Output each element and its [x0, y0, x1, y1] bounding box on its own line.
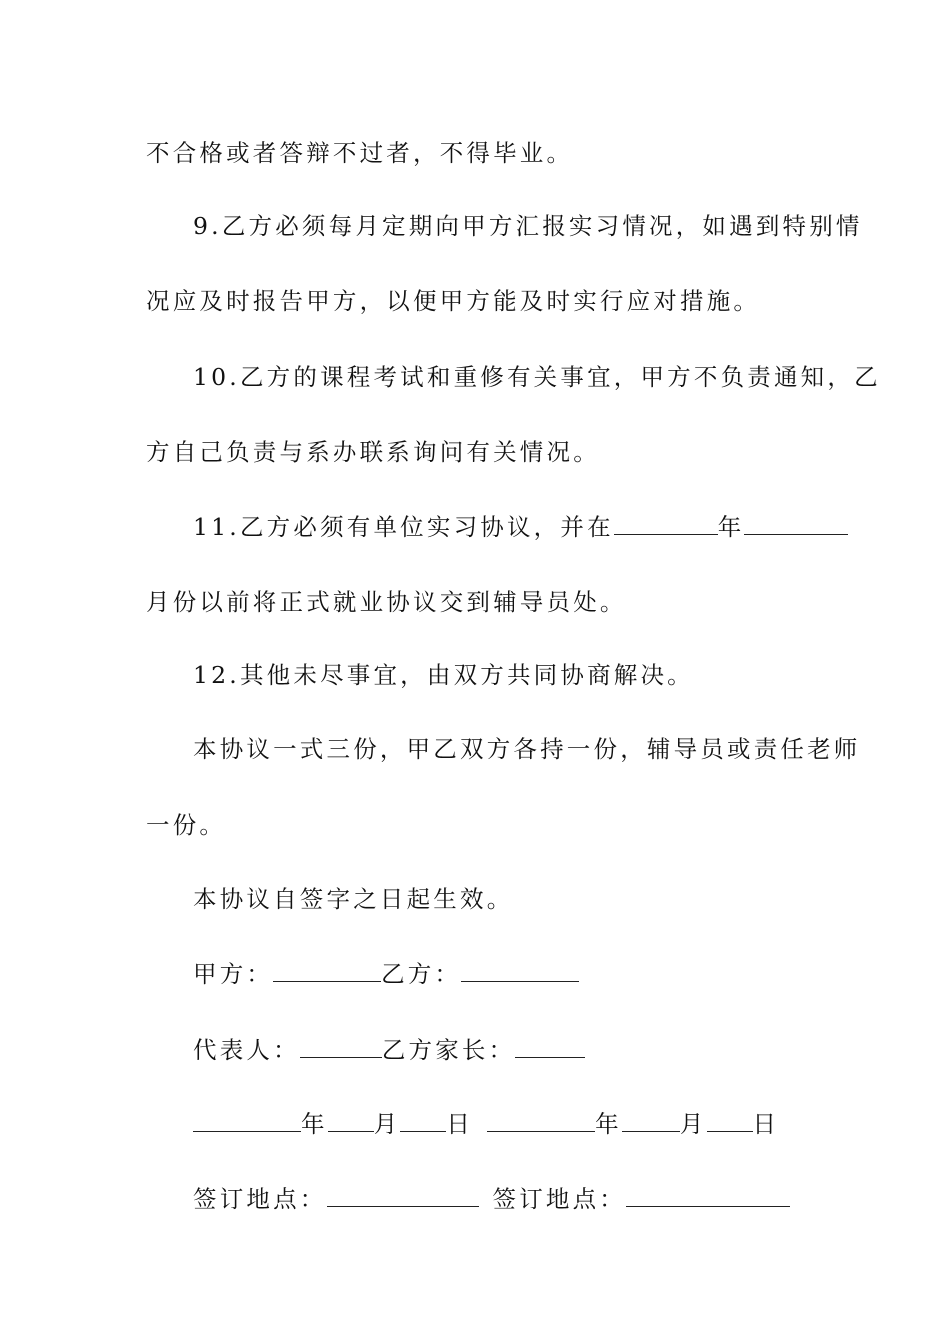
representatives-line [193, 1035, 811, 1065]
representative-label: 代表人： [193, 1036, 300, 1064]
party-b-label: 乙方： [381, 960, 462, 988]
date-a-year-label: 年 [301, 1110, 328, 1138]
year-blank[interactable] [614, 512, 718, 535]
year-label: 年 [717, 513, 745, 541]
place-b-label: 签订地点： [492, 1185, 626, 1213]
clause-11-line-1 [193, 512, 811, 542]
effective-line: 本协议自签字之日起生效。 [193, 885, 514, 913]
representative-blank[interactable] [300, 1035, 382, 1058]
clause-10-line-2: 方自己负责与系办联系询问有关情况。 [146, 438, 600, 466]
date-a-month-label: 月 [373, 1110, 401, 1138]
date-b-day-blank[interactable] [707, 1109, 753, 1132]
date-b-day-label: 日 [752, 1110, 780, 1138]
party-a-blank[interactable] [273, 959, 381, 982]
copies-line-1: 本协议一式三份，甲乙双方各持一份，辅导员或责任老师 [193, 735, 861, 763]
date-a-day-label: 日 [446, 1110, 474, 1138]
date-b-year-blank[interactable] [487, 1109, 595, 1132]
party-a-label: 甲方： [193, 960, 274, 988]
month-blank[interactable] [744, 512, 848, 535]
party-b-parent-blank[interactable] [515, 1035, 585, 1058]
date-b-month-label: 月 [679, 1110, 707, 1138]
place-a-label: 签订地点： [193, 1185, 327, 1213]
place-line [193, 1184, 811, 1214]
date-b-month-blank[interactable] [622, 1109, 680, 1132]
place-b-blank[interactable] [626, 1184, 790, 1207]
paragraph-line: 不合格或者答辩不过者，不得毕业。 [146, 139, 574, 167]
date-a-day-blank[interactable] [400, 1109, 446, 1132]
clause-9-line-1: 9.乙方必须每月定期向甲方汇报实习情况，如遇到特别情 [193, 212, 863, 240]
copies-line-2: 一份。 [146, 811, 227, 839]
clause-9-line-2: 况应及时报告甲方，以便甲方能及时实行应对措施。 [146, 287, 761, 315]
date-line [193, 1109, 811, 1139]
party-b-blank[interactable] [461, 959, 579, 982]
clause-11-text: 11.乙方必须有单位实习协议，并在 [193, 513, 614, 541]
party-b-parent-label: 乙方家长： [381, 1036, 516, 1064]
date-a-year-blank[interactable] [193, 1109, 301, 1132]
place-a-blank[interactable] [327, 1184, 479, 1207]
date-b-year-label: 年 [595, 1110, 622, 1138]
clause-10-line-1: 10.乙方的课程考试和重修有关事宜，甲方不负责通知，乙 [193, 363, 881, 391]
clause-12-line: 12.其他未尽事宜，由双方共同协商解决。 [193, 661, 694, 689]
parties-line [193, 959, 811, 989]
clause-11-line-2: 月份以前将正式就业协议交到辅导员处。 [146, 588, 627, 616]
date-a-month-blank[interactable] [328, 1109, 374, 1132]
